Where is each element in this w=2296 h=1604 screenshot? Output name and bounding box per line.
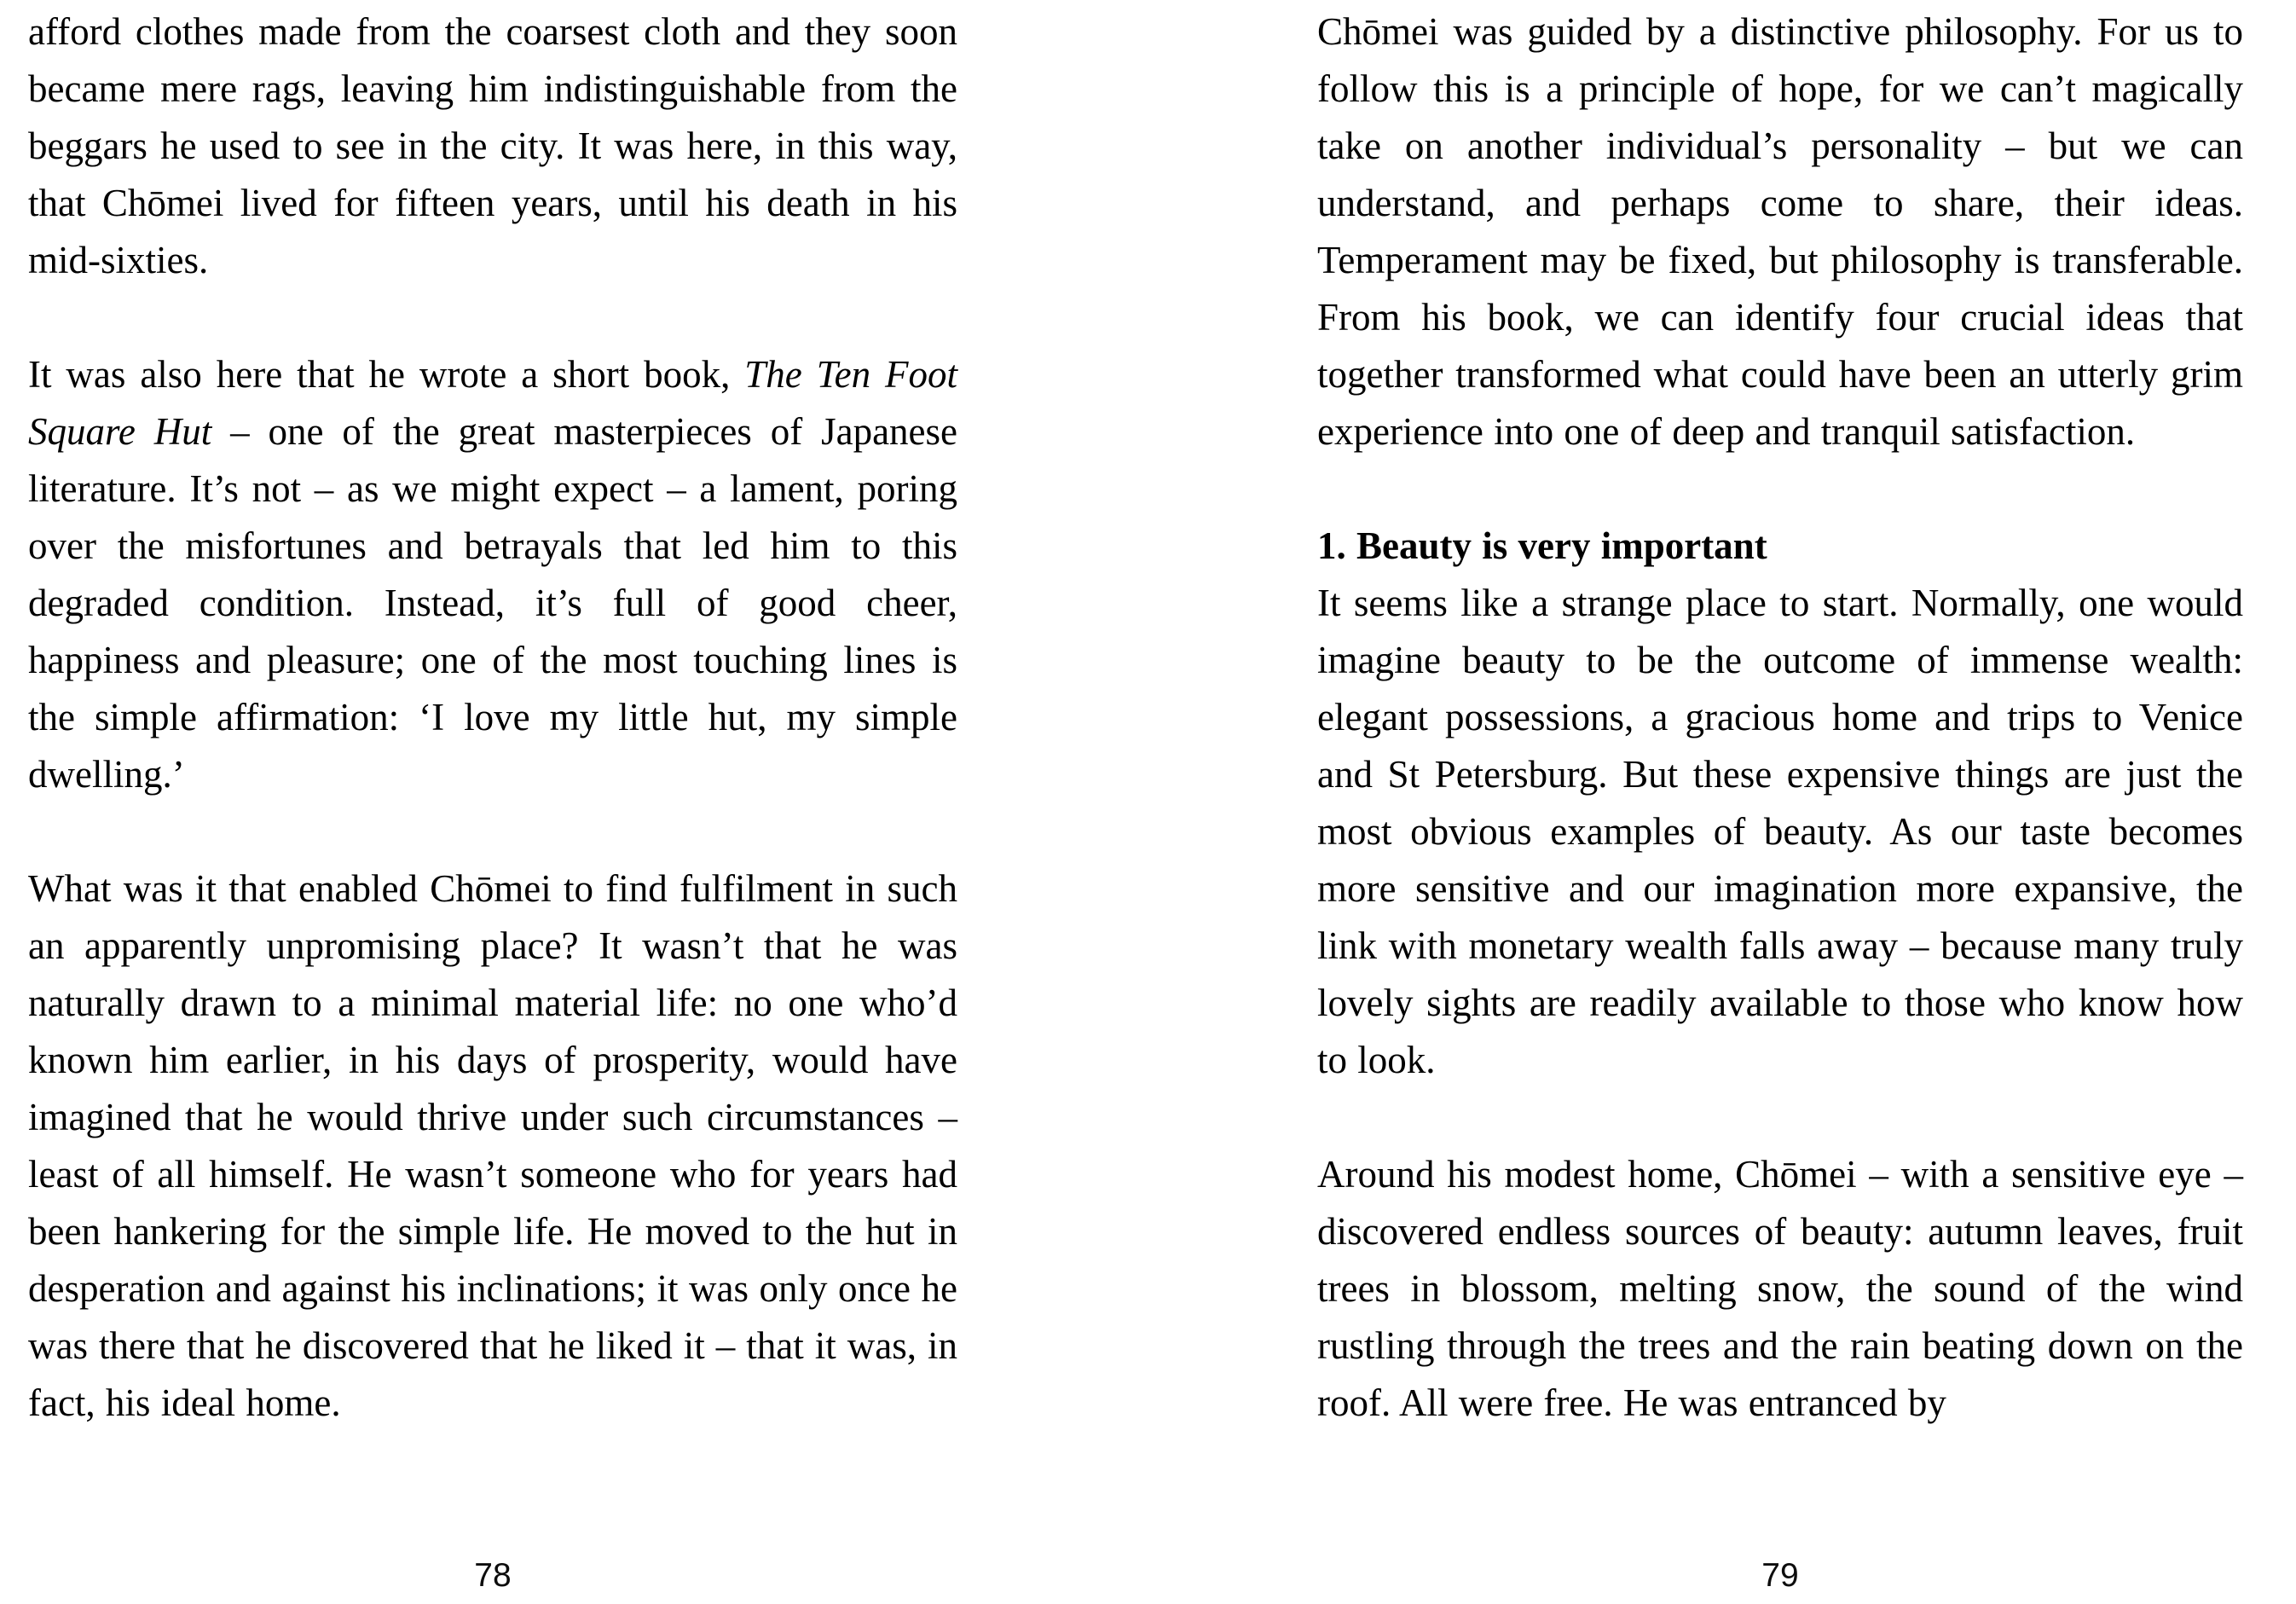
page-78 <box>28 0 957 1604</box>
book-title-italic: The Ten Foot Square Hut <box>28 353 957 453</box>
page-79-text <box>1317 3 2243 1489</box>
page-78-text <box>28 3 957 1489</box>
body-paragraph: Around his modest home, Chōmei – with a sensitive eye – discovered endless sources of beauty: autumn leaves, fruit trees in blossom, melting snow, the sound of the wind rustling through the trees and the rain beating down on the roof. All were free. He was entranced by <box>1317 1153 2243 1424</box>
page-number-left: 78 <box>474 1557 512 1594</box>
body-paragraph: afford clothes made from the coarsest cloth and they soon became mere rags, leaving him indistinguishable from the beggars he used to see in the city. It was here, in this way, that Chōmei lived for fifteen years, until his death in his mid-sixties. <box>28 10 957 281</box>
body-paragraph: What was it that enabled Chōmei to find fulfilment in such an apparently unpromising place? It wasn’t that he was naturally drawn to a minimal material life: no one who’d known him earlier, in his days of prosperity, would have imagined that he would thrive under such circumstances – least of all himself. He wasn’t someone who for years had been hankering for the simple life. He moved to the hut in desperation and against his inclinations; it was only once he was there that he discovered that he liked it – that it was, in fact, his ideal home. <box>28 867 957 1424</box>
section-heading: 1. Beauty is very important <box>1317 524 1767 567</box>
body-paragraph: It was also here that he wrote a short book, The Ten Foot Square Hut – one of the great masterpieces of Japanese literature. It’s not – as we might expect – a lament, poring over the misfortunes and betrayals that led him to this degraded condition. Instead, it’s full of good cheer, happiness and pleasure; one of the most touching lines is the simple affirmation: ‘I love my little hut, my simple dwelling.’ <box>28 353 957 796</box>
page-number-right: 79 <box>1761 1557 1799 1594</box>
body-paragraph: Chōmei was guided by a distinctive philosophy. For us to follow this is a principle of hope, for we can’t magically take on another individual’s personality – but we can understand, and perhaps come to share, their ideas. Temperament may be fixed, but philosophy is transferable. From his book, we can identify four crucial ideas that together transformed what could have been an utterly grim experience into one of deep and tranquil satisfaction. <box>1317 10 2243 453</box>
page-79 <box>1317 0 2243 1604</box>
body-paragraph: It seems like a strange place to start. Normally, one would imagine beauty to be the outcome of immense wealth: elegant possessions, a gracious home and trips to Venice and St Petersburg. But these expensive things are just the most obvious examples of beauty. As our taste becomes more sensitive and our imagination more expansive, the link with monetary wealth falls away – because many truly lovely sights are readily available to those who know how to look. <box>1317 582 2243 1081</box>
